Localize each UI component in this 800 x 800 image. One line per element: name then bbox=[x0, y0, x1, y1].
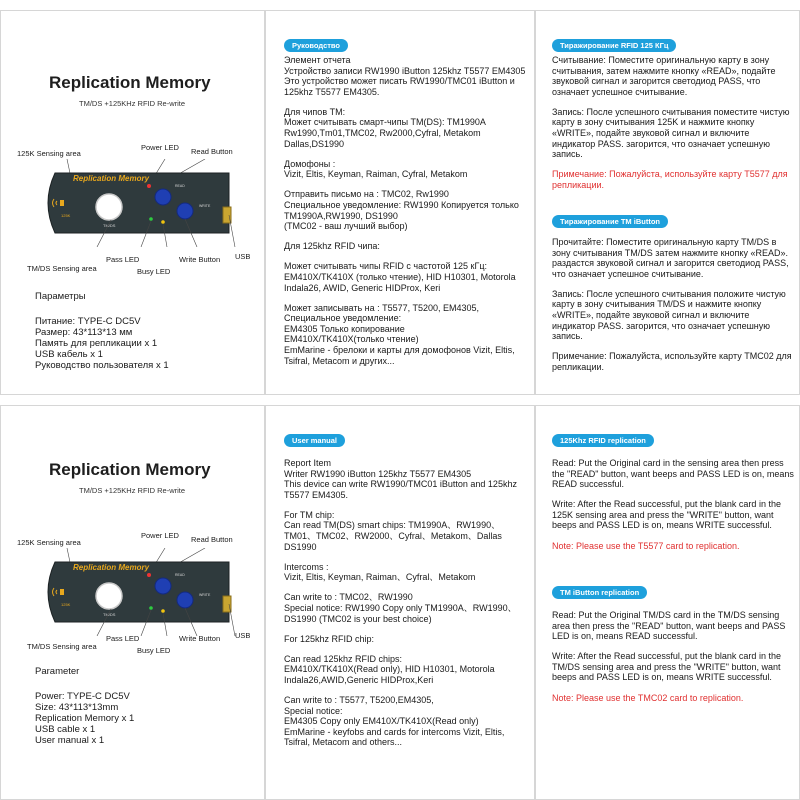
ru-replication-panel bbox=[535, 10, 800, 395]
svg-text:125K: 125K bbox=[61, 602, 71, 607]
guide-body bbox=[284, 55, 532, 376]
tm-body bbox=[552, 237, 794, 382]
tm-paragraph: Прочитайте: Поместите оригинальную карту TM/DS в зону считывания TM/DS затем нажмите кнопку «READ». раздастся звуковой сигнал и загорится светодиод PASS, что означает успешное считывание. bbox=[552, 237, 789, 279]
callout-usb: USB bbox=[235, 631, 251, 640]
rfid-badge: Тиражирование RFID 125 КГц bbox=[552, 39, 676, 52]
tm-badge: TM iButton replication bbox=[552, 586, 647, 599]
guide-paragraph: Может записывать на : T5577, T5200, EM4305, Специальное уведомление: EM4305 Только копирование EM410X/TK410X(только чтение) EmMarine - брелоки и карты для домофонов Vizit, Eltis, Tsifral, Metacom и других... bbox=[284, 302, 515, 366]
guide-badge: User manual bbox=[284, 434, 345, 447]
device-illustration bbox=[37, 159, 237, 247]
read-button bbox=[155, 189, 171, 205]
rfid-body bbox=[552, 458, 794, 561]
params-block bbox=[35, 291, 169, 371]
device-label: Replication Memory bbox=[73, 563, 150, 572]
guide-paragraph: Для чипов TM: Может считывать смарт-чипы TM(DS): TM1990A Rw1990,Tm01,TMC02, Rw2000,Cyfral, Metakom Dallas,DS1990 bbox=[284, 106, 486, 149]
pass-led bbox=[149, 217, 153, 221]
rfid-paragraph: Запись: После успешного считывания поместите чистую карту в зону считывания 125K и нажмите кнопку «WRITE», подайте звуковой сигнал и включите индикатор PASS. загорится, что означает успешную запись. bbox=[552, 106, 790, 160]
guide-paragraph: Can write to : TMC02、RW1990 Special notice: RW1990 Copy only TM1990A、RW1990、DS1990 (TMC02 is your best choice) bbox=[284, 592, 517, 624]
busy-led bbox=[161, 609, 165, 613]
params-title: Parameter bbox=[35, 666, 80, 677]
svg-text:TM/DS: TM/DS bbox=[103, 223, 116, 228]
callout-power-led: Power LED bbox=[141, 531, 179, 540]
product-title: Replication Memory bbox=[49, 460, 211, 479]
guide-paragraph: Домофоны : Vizit, Eltis, Keyman, Raiman, Cyfral, Metakom bbox=[284, 158, 468, 180]
tm-paragraph: Write: After the Read successful, put the blank card in the TM/DS sensing area and press the "WRITE" button, want beeps and PASS LED is on, means WRITE successful. bbox=[552, 651, 781, 683]
busy-led bbox=[161, 220, 165, 224]
svg-text:READ: READ bbox=[175, 573, 185, 577]
tm-paragraph: Запись: После успешного считывания положите чистую карту в зону считывания TM/DS и нажмите кнопку «WRITE», подайте звуковой сигнал и включите индикатор PASS. загорится, что означает успешную запись. bbox=[552, 288, 786, 342]
guide-paragraph: For 125khz RFID chip: bbox=[284, 633, 375, 644]
callout-read-button: Read Button bbox=[191, 535, 233, 544]
write-button bbox=[177, 592, 193, 608]
ru-guide-panel bbox=[265, 10, 535, 395]
param-line: Память для репликации x 1 bbox=[35, 338, 158, 349]
read-button bbox=[155, 578, 171, 594]
rfid-paragraph: Write: After the Read successful, put the blank card in the 125K sensing area and press the "WRITE" button, want beeps and PASS LED is on, means WRITE successful. bbox=[552, 499, 781, 531]
callout-pass-led: Pass LED bbox=[106, 634, 140, 643]
ru-cover-panel bbox=[0, 10, 265, 395]
guide-paragraph: Intercoms : Vizit, Eltis, Keyman, Raiman、Cyfral、Metakom bbox=[284, 561, 476, 583]
callout-tmds-sensing: TM/DS Sensing area bbox=[27, 264, 97, 273]
product-subtitle: TM/DS +125KHz RFID Re-write bbox=[79, 99, 186, 108]
callout-write-button: Write Button bbox=[179, 255, 221, 264]
callout-usb: USB bbox=[235, 252, 251, 261]
rfid-note: Примечание: Пожалуйста, используйте карту T5577 для репликации. bbox=[552, 169, 788, 190]
callout-tmds-sensing: TM/DS Sensing area bbox=[27, 642, 97, 651]
callout-busy-led: Busy LED bbox=[137, 646, 171, 655]
tm-body bbox=[552, 610, 794, 713]
guide-paragraph: Report Item Writer RW1990 iButton 125khz T5577 EM4305 This device can write RW1990/TMC01 iButton and 125khz T5577 EM4305. bbox=[284, 458, 517, 500]
svg-text:WRITE: WRITE bbox=[199, 204, 211, 208]
rfid-note: Note: Please use the T5577 card to replication. bbox=[552, 540, 740, 551]
callout-125k-sensing: 125K Sensing area bbox=[17, 538, 81, 547]
param-line: Replication Memory x 1 bbox=[35, 713, 135, 724]
product-subtitle: TM/DS +125KHz RFID Re-write bbox=[79, 486, 186, 495]
guide-badge: Руководство bbox=[284, 39, 348, 52]
en-guide-panel bbox=[265, 405, 535, 800]
param-line: Power: TYPE-C DC5V bbox=[35, 691, 130, 702]
en-cover-panel bbox=[0, 405, 265, 800]
tm-note: Note: Please use the TMC02 card to replication. bbox=[552, 692, 744, 703]
en-replication-panel bbox=[535, 405, 800, 800]
param-line: USB кабель x 1 bbox=[35, 349, 103, 360]
guide-body bbox=[284, 458, 532, 758]
param-line: Руководство пользователя x 1 bbox=[35, 360, 169, 371]
device-label: Replication Memory bbox=[73, 174, 150, 183]
guide-paragraph: Can read 125khz RFID chips: EM410X/TK410X(Read only), HID H10301, Motorola Indala26,AWID,Generic HIDProx,Keri bbox=[284, 653, 495, 685]
tm-badge: Тиражирование TM iButton bbox=[552, 215, 668, 228]
param-line: USB cable x 1 bbox=[35, 724, 96, 735]
rfid-badge: 125Khz RFID replication bbox=[552, 434, 654, 447]
guide-paragraph: Элемент отчета Устройство записи RW1990 iButton 125khz T5577 EM4305 Это устройство может писать RW1990/TMC01 iButton и 125khz T5577 EM4305. bbox=[284, 55, 526, 97]
svg-text:TM/DS: TM/DS bbox=[103, 612, 116, 617]
svg-text:READ: READ bbox=[175, 184, 185, 188]
guide-paragraph: For TM chip: Can read TM(DS) smart chips: TM1990A、RW1990、TM01、TMC02、RW2000、Cyfral、Metakom、Dallas DS1990 bbox=[284, 509, 502, 552]
tm-paragraph: Примечание: Пожалуйста, используйте карту TMC02 для репликации. bbox=[552, 351, 792, 372]
callout-read-button: Read Button bbox=[191, 147, 233, 156]
param-line: Size: 43*113*13mm bbox=[35, 702, 119, 713]
guide-paragraph: Может считывать чипы RFID с частотой 125 кГц: EM410X/TK410X (только чтение), HID H10301, Motorola Indala26, AWID, Generic HIDProx, Keri bbox=[284, 261, 516, 293]
param-line: User manual x 1 bbox=[35, 735, 105, 746]
tm-paragraph: Read: Put the Original TM/DS card in the TM/DS sensing area then press the "READ" button, want beeps and PASS LED is on, means READ successful. bbox=[552, 610, 786, 642]
svg-text:125K: 125K bbox=[61, 213, 71, 218]
product-title: Replication Memory bbox=[49, 73, 211, 92]
pass-led bbox=[149, 606, 153, 610]
callout-power-led: Power LED bbox=[141, 143, 179, 152]
power-led bbox=[147, 573, 151, 577]
param-line: Размер: 43*113*13 мм bbox=[35, 327, 133, 338]
rfid-body bbox=[552, 55, 794, 200]
callout-busy-led: Busy LED bbox=[137, 267, 171, 276]
rfid-paragraph: Read: Put the Original card in the sensing area then press the "READ" button, want beeps and PASS LED is on, means READ successful. bbox=[552, 458, 794, 490]
svg-text:WRITE: WRITE bbox=[199, 593, 211, 597]
param-line: Питание: TYPE-C DC5V bbox=[35, 316, 141, 327]
guide-paragraph: Отправить письмо на : TMC02, Rw1990 Специальное уведомление: RW1990 Копируется только TM1990A,RW1990, DS1990 (TMC02 - ваш лучший выбор) bbox=[284, 189, 519, 232]
callout-write-button: Write Button bbox=[179, 634, 221, 643]
rfid-paragraph: Считывание: Поместите оригинальную карту в зону считывания, затем нажмите кнопку «READ», подайте звуковой сигнал и загорится светодиод PASS, что означает успешное считывание. bbox=[552, 55, 776, 97]
guide-paragraph: Can write to : T5577, T5200,EM4305, Special notice: EM4305 Copy only EM410X/TK410X(Read only) EmMarine - keyfobs and cards for intercoms Vizit, Eltis, Tsifral, Metacom and others... bbox=[284, 695, 505, 748]
callout-pass-led: Pass LED bbox=[106, 255, 140, 264]
write-button bbox=[177, 203, 193, 219]
params-title: Параметры bbox=[35, 291, 86, 302]
guide-paragraph: Для 125khz RFID чипа: bbox=[284, 241, 380, 252]
tmds-sensing-circle bbox=[96, 194, 122, 220]
device-illustration bbox=[37, 548, 237, 636]
power-led bbox=[147, 184, 151, 188]
params-block bbox=[35, 666, 134, 746]
callout-125k-sensing: 125K Sensing area bbox=[17, 149, 81, 158]
tmds-sensing-circle bbox=[96, 583, 122, 609]
